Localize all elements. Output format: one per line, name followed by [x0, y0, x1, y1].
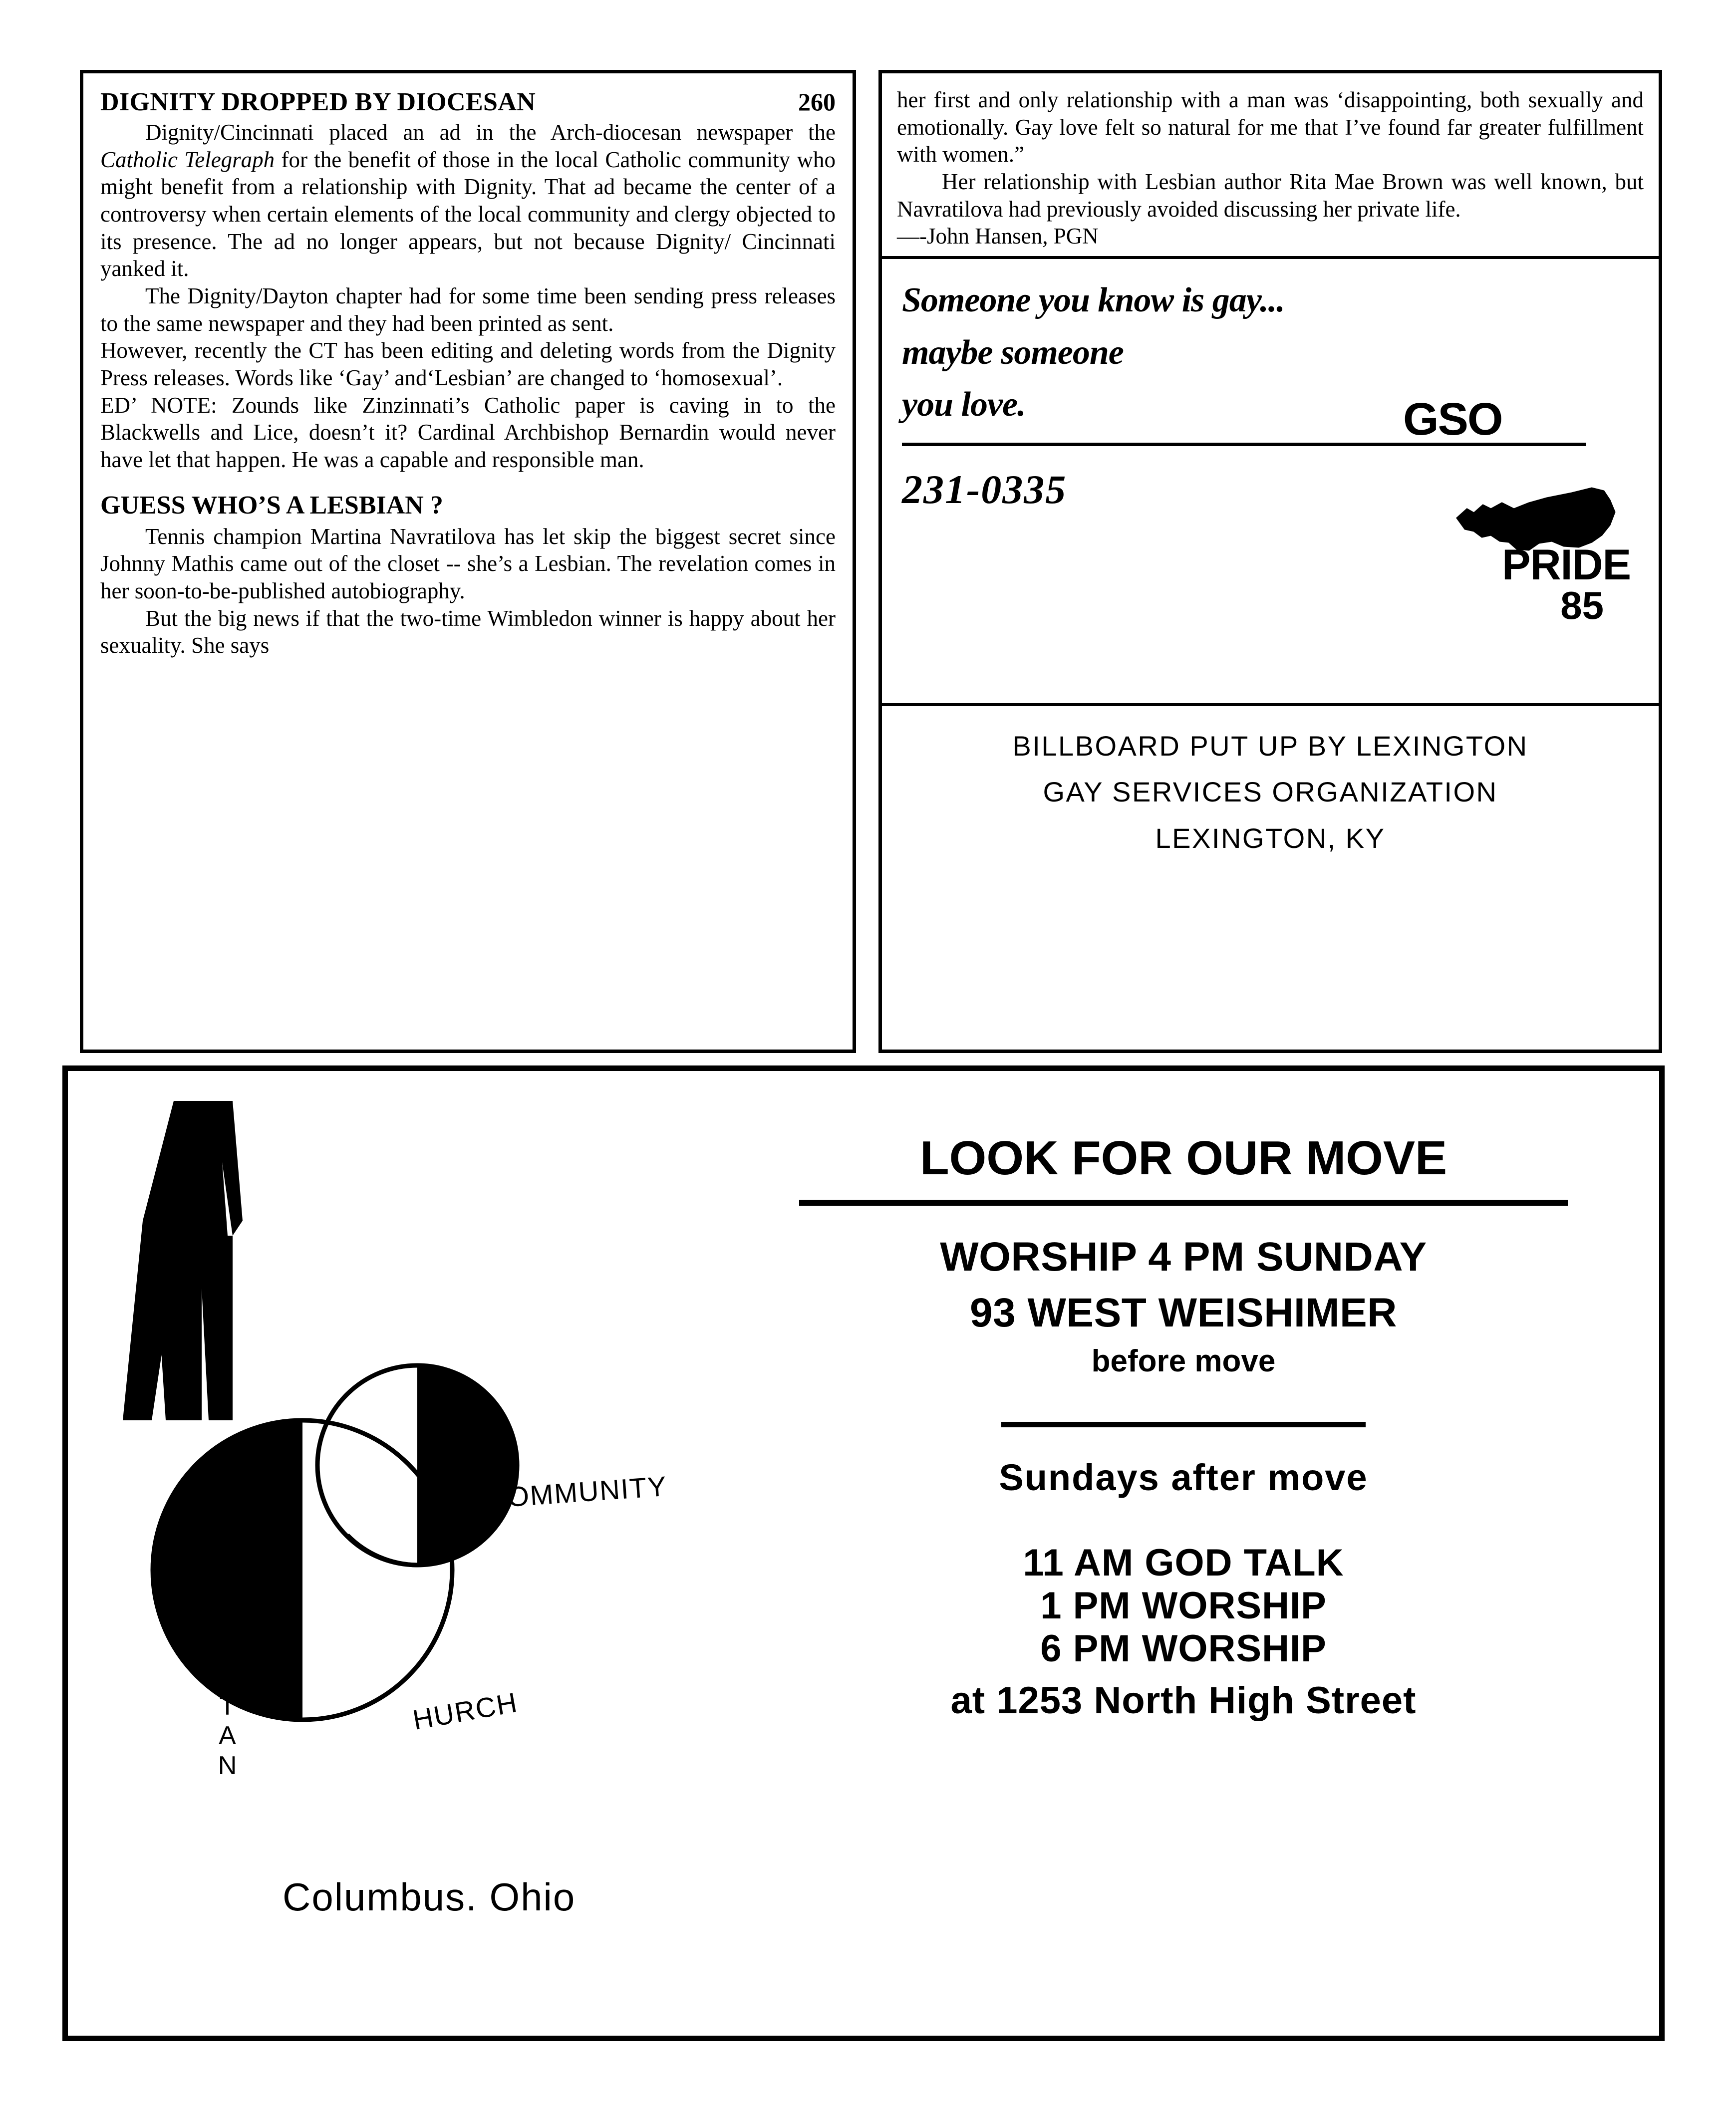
- caption-line-3: LEXINGTON, KY: [1155, 822, 1386, 854]
- divider: [799, 1200, 1568, 1206]
- caption-line-2: GAY SERVICES ORGANIZATION: [1043, 776, 1498, 808]
- letter: I: [224, 1662, 232, 1691]
- article-paragraph: Tennis champion Martina Navratilova has let skip the biggest secret since Johnny Mathis came out of the closet -- she’s a Lesbian. The revelation comes in her soon-to-be-published autobiography.: [100, 524, 836, 604]
- service-time-item: 11 AM GOD TALK: [1023, 1542, 1344, 1584]
- letter: R: [218, 1514, 238, 1544]
- service-time-item: 6 PM WORSHIP: [1040, 1627, 1327, 1670]
- current-address-line: 93 WEST WEISHIMER: [970, 1290, 1397, 1335]
- paragraph-text-part2: for the benefit of those in the local Catholic community who might benefit from a relationship with Dignity. That ad became the center of a controversy when certain elements of the local community and clergy objected to its presence. The ad no longer appears, but not because Dignity/ Cincinnati yanked it.: [100, 147, 836, 281]
- gso-advertisement: [882, 259, 1659, 708]
- article-paragraph: But the big news if that the two-time Wimbledon winner is happy about her sexuality. She says: [100, 605, 836, 658]
- letter: O: [217, 1603, 238, 1632]
- new-address-line: at 1253 North High Street: [950, 1679, 1417, 1722]
- article-paragraph: The Dignity/Dayton chapter had for some time been sending press releases to the same newspaper and they had been printed as sent.: [100, 283, 836, 336]
- top-row: [80, 70, 1662, 1058]
- mcc-advertisement: [62, 1065, 1665, 2041]
- page-number: 260: [798, 88, 836, 116]
- before-move-note: before move: [1091, 1344, 1276, 1378]
- article-continuation: [882, 73, 1659, 256]
- article-paragraph: Her relationship with Lesbian author Rita Mae Brown was well known, but Navratilova had previously avoided discussing her private life.: [897, 169, 1644, 222]
- church-word: HURCH: [410, 1686, 521, 1736]
- service-time-item: 1 PM WORSHIP: [1040, 1584, 1327, 1627]
- paragraph-text-part1: Dignity/Cincinnati placed an ad in the Arch-diocesan newspaper the: [145, 120, 836, 145]
- pride-year: 85: [1560, 583, 1604, 627]
- letter: N: [218, 1751, 238, 1780]
- editor-note-paragraph: ED’ NOTE: Zounds like Zinzinnati’s Catholic paper is caving in to the Blackwells and Lice, doesn’t it? Cardinal Archbishop Bernardin would never have let that happen. He was a capable and responsible man.: [100, 392, 836, 473]
- mcc-text-block: [712, 1091, 1655, 1722]
- article-paragraph: her first and only relationship with a man was ‘disappointing, both sexually and emotionally. Gay love felt so natural for me that I’ve found far greater fulfillment with women.”: [897, 87, 1644, 167]
- pride-text: PRIDE: [1502, 540, 1631, 589]
- caption-line-1: BILLBOARD PUT UP BY LEXINGTON: [1012, 730, 1528, 762]
- after-move-note: Sundays after move: [999, 1457, 1368, 1498]
- left-article-column: [80, 70, 856, 1053]
- billboard-caption: [882, 706, 1659, 861]
- right-column: [878, 70, 1662, 1053]
- article-paragraph: However, recently the CT has been editing and deleting words from the Dignity Press releases. Words like ‘Gay’ and‘Lesbian’ are changed to ‘homosexual’.: [100, 338, 836, 391]
- letter: O: [217, 1544, 238, 1573]
- gso-slogan-line-3: you love.: [902, 385, 1026, 424]
- article-byline: —-John Hansen, PGN: [897, 224, 1099, 249]
- letter: L: [220, 1632, 235, 1662]
- gso-logo-block: [1394, 394, 1634, 627]
- gso-phone-number: 231-0335: [902, 466, 1067, 512]
- worship-time-line: WORSHIP 4 PM SUNDAY: [940, 1234, 1427, 1280]
- gso-logo-text: GSO: [1403, 394, 1502, 445]
- gso-slogan-line-1: Someone you know is gay...: [902, 281, 1285, 320]
- lexington-map-label: Lexington: [1543, 513, 1603, 532]
- mcc-headline: LOOK FOR OUR MOVE: [920, 1131, 1447, 1185]
- headline-row: [100, 87, 836, 119]
- mcc-ad-inner: [68, 1071, 1659, 2036]
- article-headline-dignity: DIGNITY DROPPED BY DIOCESAN: [100, 88, 536, 116]
- article-headline-lesbian: GUESS WHO’S A LESBIAN ?: [100, 491, 443, 520]
- letter: T: [219, 1692, 236, 1721]
- letter: A: [219, 1721, 237, 1751]
- divider: [1001, 1422, 1366, 1427]
- community-word: OMMUNITY: [506, 1470, 668, 1513]
- letter: E: [219, 1455, 237, 1484]
- article-paragraph: [100, 119, 836, 282]
- city-name: Columbus. Ohio: [283, 1875, 576, 1919]
- letter: P: [219, 1574, 237, 1603]
- service-times-list: [712, 1542, 1655, 1722]
- letter: T: [219, 1485, 236, 1514]
- newspaper-name-italic: Catholic Telegraph: [100, 147, 275, 172]
- metropolitan-vertical-text: [205, 1455, 250, 1781]
- gso-slogan-line-2: maybe someone: [902, 333, 1124, 372]
